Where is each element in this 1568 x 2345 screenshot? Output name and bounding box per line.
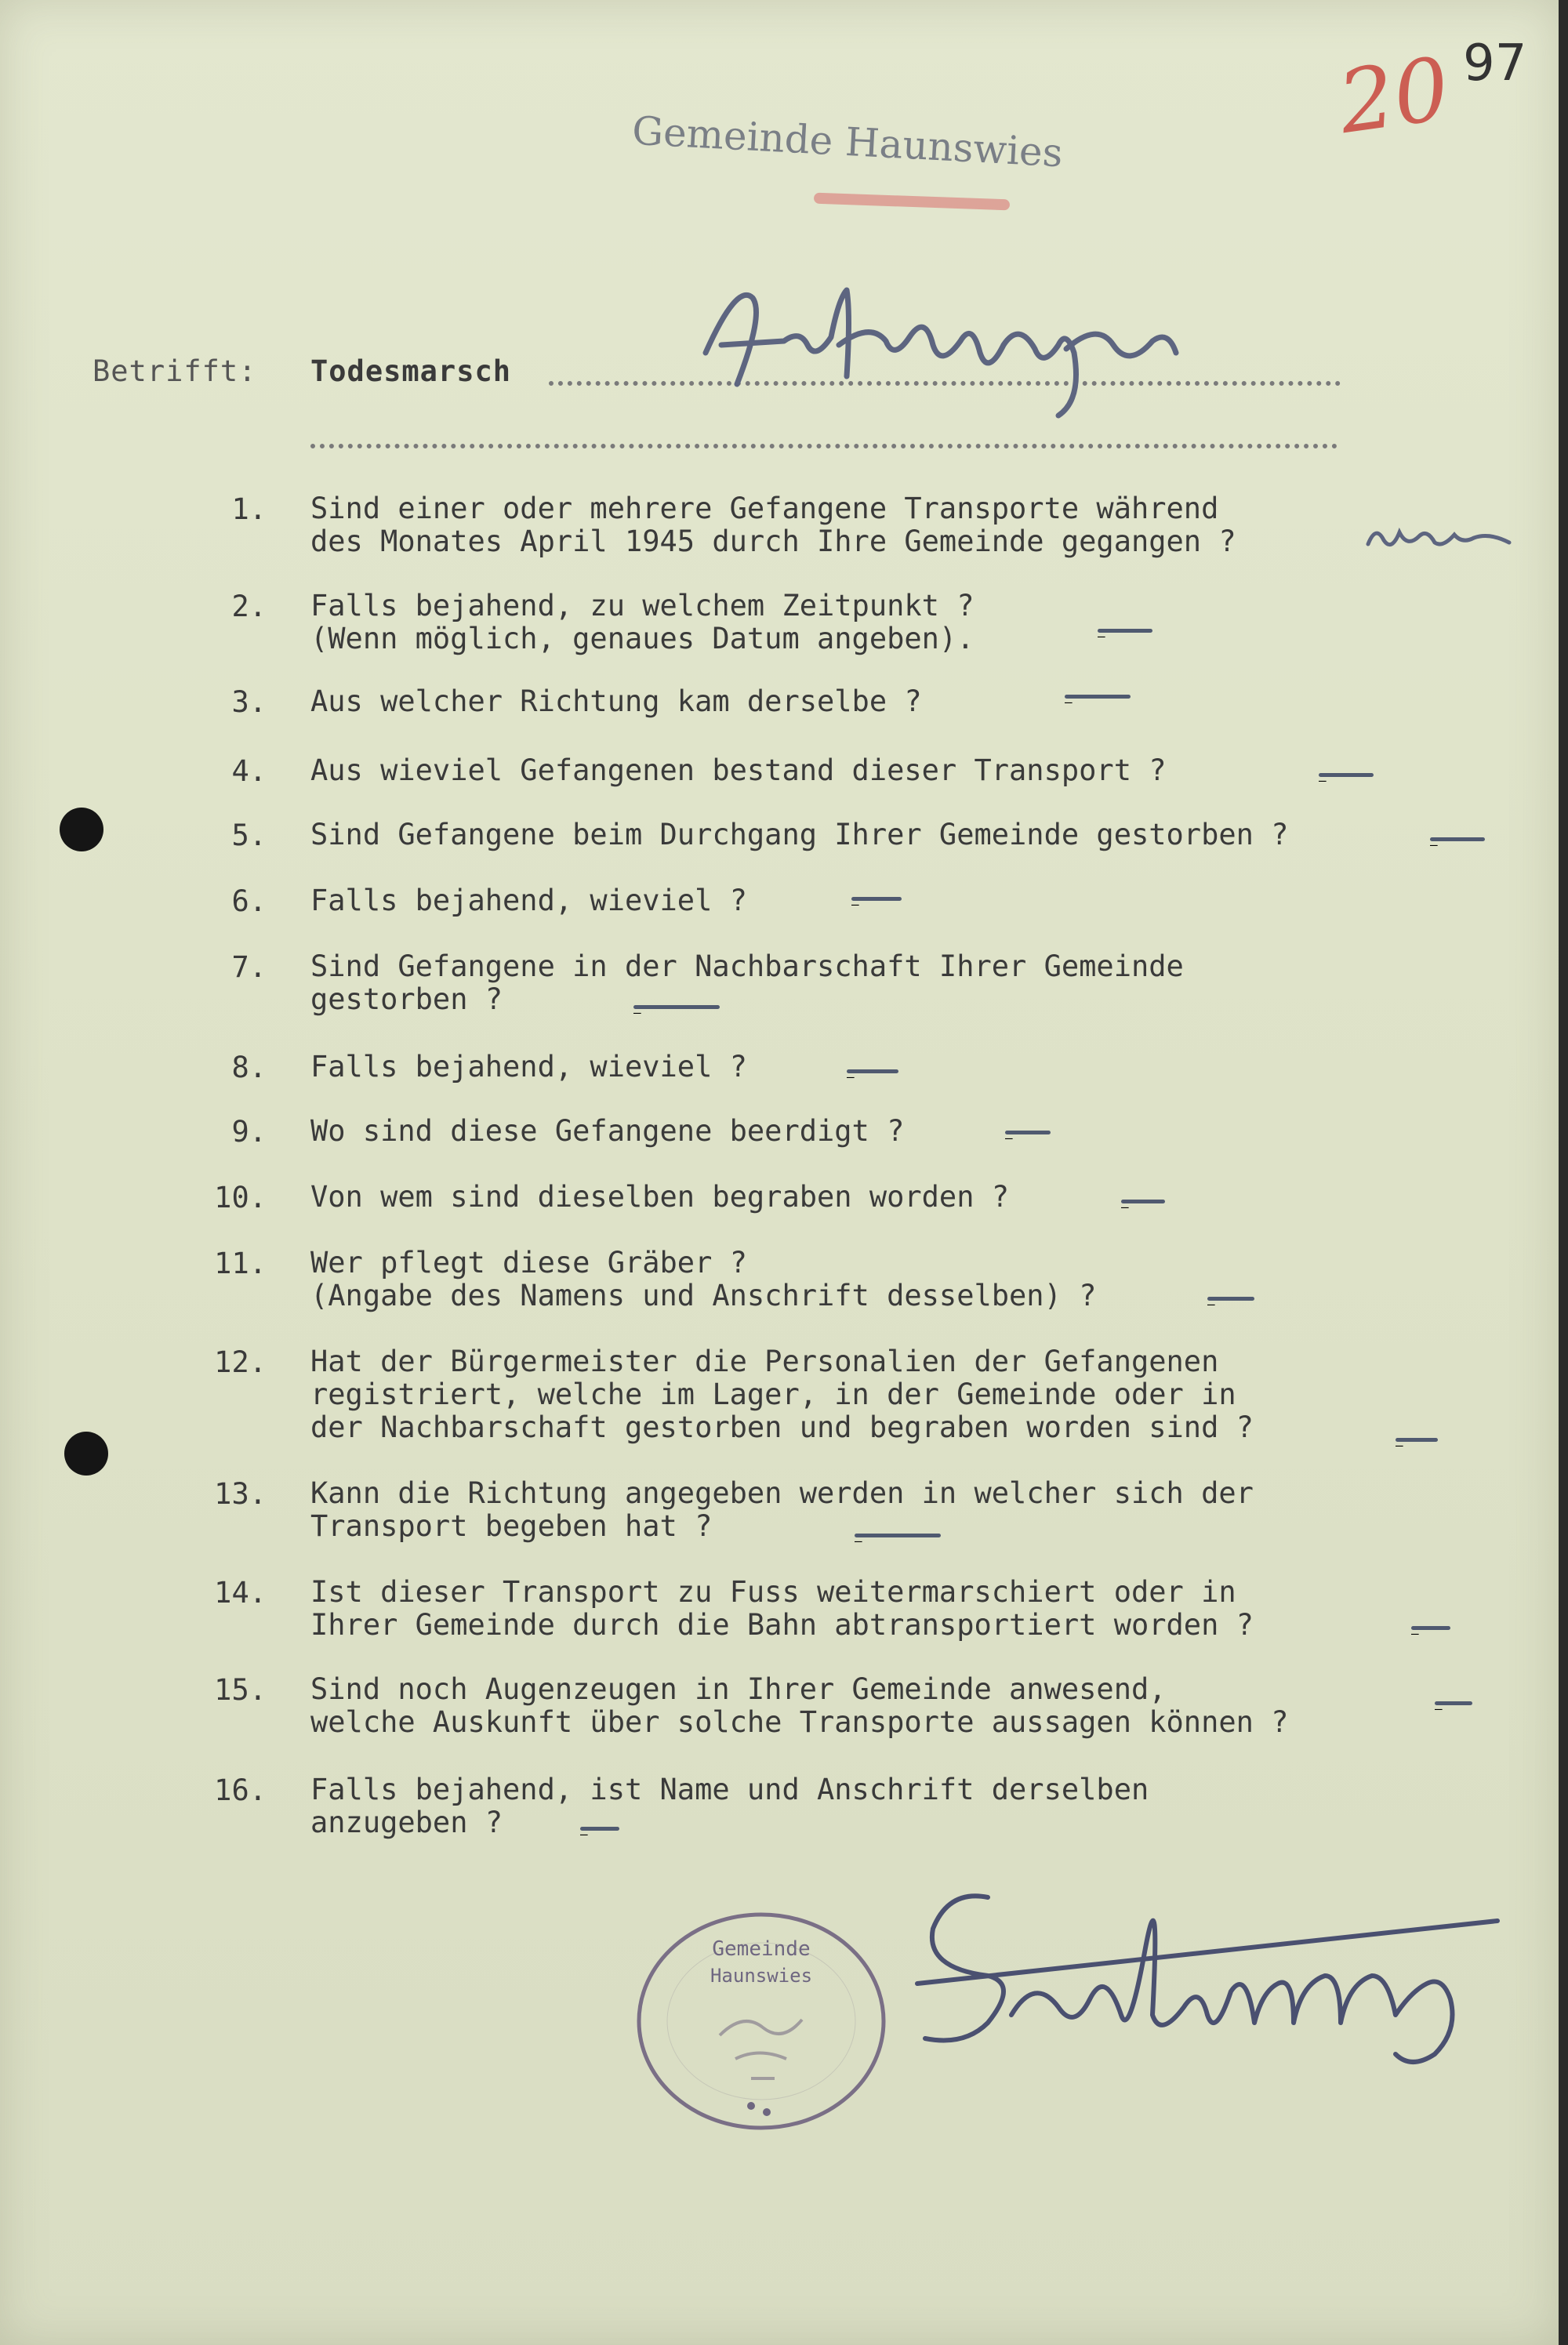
mayor-signature bbox=[902, 1858, 1521, 2093]
municipality-stamp: Gemeinde Haunswies bbox=[630, 107, 1064, 176]
answer-dash: — bbox=[1435, 1701, 1472, 1705]
question-number: 1. bbox=[231, 492, 267, 526]
handwritten-answer bbox=[1364, 521, 1513, 552]
answer-dash: — bbox=[1098, 629, 1152, 633]
red-archive-number: 20 bbox=[1332, 38, 1456, 154]
question-text: Aus wieviel Gefangenen bestand dieser Transport ? bbox=[310, 753, 1167, 787]
question-number: 2. bbox=[231, 590, 267, 623]
question-text: Kann die Richtung angegeben werden in welcher sich der Transport begeben hat ? bbox=[310, 1476, 1254, 1543]
question-text: Aus welcher Richtung kam derselbe ? bbox=[310, 684, 922, 718]
question-number: 16. bbox=[214, 1773, 267, 1807]
page-number: 97 bbox=[1463, 34, 1527, 93]
question-number: 11. bbox=[214, 1247, 267, 1280]
handwritten-entry bbox=[690, 267, 1207, 423]
answer-dash: — bbox=[1430, 837, 1485, 841]
question-number: 9. bbox=[231, 1115, 267, 1149]
answer-dash: — bbox=[1411, 1626, 1450, 1630]
question-text: Sind einer oder mehrere Gefangene Transporte während des Monates April 1945 durch Ihre Gemeinde gegangen ? bbox=[310, 492, 1236, 558]
question-text: Sind Gefangene beim Durchgang Ihrer Gemeinde gestorben ? bbox=[310, 818, 1289, 851]
question-number: 10. bbox=[214, 1181, 267, 1214]
question-number: 4. bbox=[231, 754, 267, 788]
scan-edge bbox=[1559, 0, 1568, 2345]
municipal-seal bbox=[633, 1910, 889, 2133]
question-text: Falls bejahend, ist Name und Anschrift derselben anzugeben ? bbox=[310, 1773, 1149, 1839]
answer-dash: — bbox=[580, 1827, 619, 1831]
answer-dash: — bbox=[1207, 1297, 1254, 1301]
question-number: 6. bbox=[231, 884, 267, 918]
punch-hole bbox=[60, 808, 103, 851]
question-number: 14. bbox=[214, 1576, 267, 1610]
question-text: Ist dieser Transport zu Fuss weitermarschiert oder in Ihrer Gemeinde durch die Bahn abtransportiert worden ? bbox=[310, 1575, 1254, 1642]
question-text: Hat der Bürgermeister die Personalien der Gefangenen registriert, welche im Lager, in der Gemeinde oder in der Nachbarschaft gestorben und begraben worden sind ? bbox=[310, 1345, 1254, 1444]
subject-text: Todesmarsch bbox=[310, 354, 512, 388]
question-number: 7. bbox=[231, 950, 267, 984]
red-underline bbox=[814, 193, 1010, 211]
punch-hole bbox=[64, 1432, 108, 1476]
question-text: Falls bejahend, zu welchem Zeitpunkt ? (Wenn möglich, genaues Datum angeben). bbox=[310, 589, 975, 655]
question-number: 5. bbox=[231, 819, 267, 852]
answer-dash: — bbox=[1121, 1200, 1165, 1203]
question-text: Wer pflegt diese Gräber ? (Angabe des Namens und Anschrift desselben) ? bbox=[310, 1246, 1097, 1312]
question-number: 8. bbox=[231, 1051, 267, 1084]
question-text: Wo sind diese Gefangene beerdigt ? bbox=[310, 1114, 905, 1148]
question-number: 3. bbox=[231, 685, 267, 719]
seal-text-second: Haunswies bbox=[710, 1965, 813, 1987]
question-number: 15. bbox=[214, 1673, 267, 1707]
question-text: Von wem sind dieselben begraben worden ? bbox=[310, 1180, 1010, 1214]
question-number: 12. bbox=[214, 1345, 267, 1379]
answer-dash: — bbox=[855, 1534, 941, 1537]
answer-dash: — bbox=[1065, 695, 1131, 699]
answer-dash: — bbox=[1005, 1131, 1051, 1134]
question-text: Sind Gefangene in der Nachbarschaft Ihrer Gemeinde gestorben ? bbox=[310, 949, 1184, 1016]
seal-text-top: Gemeinde bbox=[712, 1937, 811, 1961]
question-number: 13. bbox=[214, 1477, 267, 1511]
answer-dash: — bbox=[633, 1005, 720, 1009]
question-text: Falls bejahend, wieviel ? bbox=[310, 1050, 747, 1084]
answer-dash: — bbox=[851, 897, 902, 901]
answer-dash: — bbox=[1319, 773, 1374, 777]
subject-label: Betrifft: bbox=[93, 354, 257, 388]
answer-dash: — bbox=[847, 1069, 898, 1073]
question-text: Sind noch Augenzeugen in Ihrer Gemeinde anwesend, welche Auskunft über solche Transporte aussagen können ? bbox=[310, 1672, 1289, 1739]
question-text: Falls bejahend, wieviel ? bbox=[310, 884, 747, 917]
answer-dash: — bbox=[1396, 1438, 1438, 1442]
dotted-line bbox=[310, 444, 1338, 448]
